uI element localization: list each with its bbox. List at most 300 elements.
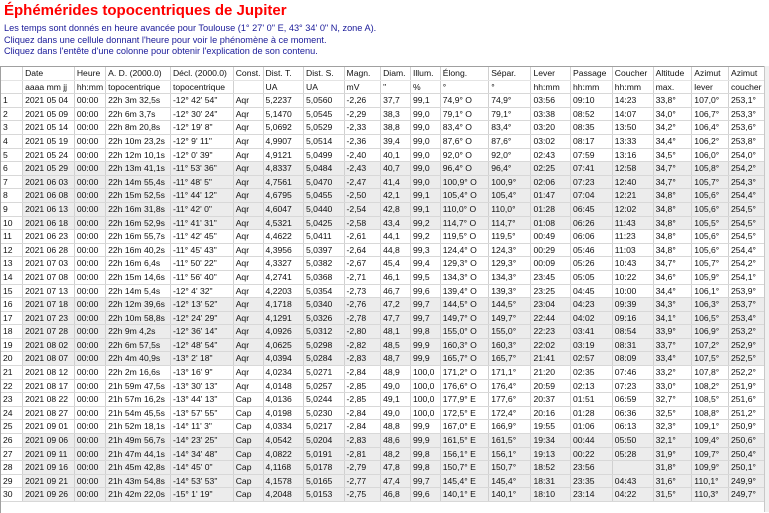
cell-illum: 99,6 (410, 488, 440, 502)
cell-separ: 110,0° (489, 202, 531, 216)
cell-const: Aqr (233, 325, 263, 339)
cell-heure[interactable]: 00:00 (74, 311, 105, 325)
column-header-dist-s[interactable]: Dist. S. (304, 67, 345, 80)
cell-lever[interactable]: 01:47 (531, 189, 571, 203)
cell-coucher[interactable]: 11:03 (612, 243, 653, 257)
cell-azimut-lever: 109,7° (692, 447, 729, 461)
cell-lever[interactable]: 21:41 (531, 352, 571, 366)
column-unit-passage[interactable]: hh:mm (571, 80, 613, 94)
cell-coucher[interactable] (612, 461, 653, 475)
cell-lever[interactable]: 20:59 (531, 379, 571, 393)
cell-heure[interactable]: 00:00 (74, 366, 105, 380)
column-unit-dist-t[interactable]: UA (263, 80, 303, 94)
table-row (1, 379, 766, 393)
row-index: 19 (1, 338, 23, 352)
cell-altitude: 33,4° (653, 352, 692, 366)
cell-illum: 99,9 (410, 352, 440, 366)
table-row (1, 311, 766, 325)
column-unit-heure[interactable]: hh:mm (74, 80, 105, 94)
cell-ad: 22h 14m 55,4s (106, 175, 171, 189)
cell-azimut-coucher: 253,6° (728, 121, 765, 135)
table-row (1, 420, 766, 434)
cell-const: Aqr (233, 148, 263, 162)
cell-date: 2021 09 11 (23, 447, 75, 461)
cell-passage[interactable]: 04:02 (571, 311, 613, 325)
row-index: 30 (1, 488, 23, 502)
cell-lever[interactable]: 03:20 (531, 121, 571, 135)
cell-lever[interactable]: 19:55 (531, 420, 571, 434)
column-unit-azimut-coucher[interactable]: coucher (728, 80, 765, 94)
cell-decl: -13° 16' 9" (170, 366, 233, 380)
column-unit-const[interactable] (233, 80, 263, 94)
table-row (1, 243, 766, 257)
cell-date: 2021 09 26 (23, 488, 75, 502)
cell-heure[interactable]: 00:00 (74, 352, 105, 366)
cell-azimut-coucher: 254,3° (728, 175, 765, 189)
cell-passage[interactable]: 05:05 (571, 270, 613, 284)
cell-heure[interactable]: 00:00 (74, 121, 105, 135)
cell-lever[interactable]: 18:10 (531, 488, 571, 502)
cell-dist-t: 4,2048 (263, 488, 303, 502)
column-header-dist-t[interactable]: Dist. T. (263, 67, 303, 80)
cell-magn: -2,77 (344, 474, 381, 488)
cell-coucher[interactable]: 10:22 (612, 270, 653, 284)
cell-const: Aqr (233, 257, 263, 271)
cell-lever[interactable]: 18:31 (531, 474, 571, 488)
cell-magn: -2,79 (344, 461, 381, 475)
column-header-magn[interactable]: Magn. (344, 67, 381, 80)
cell-decl: -11° 48' 5" (170, 175, 233, 189)
column-header-lever[interactable]: Lever (531, 67, 571, 80)
cell-azimut-coucher: 252,2° (728, 366, 765, 380)
cell-passage[interactable]: 05:26 (571, 257, 613, 271)
column-unit-dist-s[interactable]: UA (304, 80, 345, 94)
cell-azimut-lever: 110,3° (692, 488, 729, 502)
column-header-coucher[interactable]: Coucher (612, 67, 653, 80)
cell-azimut-coucher: 254,0° (728, 148, 765, 162)
column-unit-diam[interactable]: " (381, 80, 411, 94)
cell-lever[interactable]: 23:04 (531, 298, 571, 312)
cell-illum: 100,0 (410, 406, 440, 420)
cell-coucher[interactable]: 09:39 (612, 298, 653, 312)
cell-illum: 99,5 (410, 270, 440, 284)
cell-dist-t: 4,0542 (263, 434, 303, 448)
cell-lever[interactable]: 00:49 (531, 230, 571, 244)
cell-lever[interactable]: 19:13 (531, 447, 571, 461)
cell-altitude: 31,6° (653, 474, 692, 488)
column-header-ad[interactable]: A. D. (2000.0) (106, 67, 171, 80)
cell-dist-t: 4,3327 (263, 257, 303, 271)
cell-coucher[interactable]: 05:50 (612, 434, 653, 448)
cell-altitude: 32,5° (653, 406, 692, 420)
table-row (1, 325, 766, 339)
cell-lever[interactable]: 22:02 (531, 338, 571, 352)
cell-elong: 145,4° E (440, 474, 488, 488)
cell-elong: 87,6° O (440, 134, 488, 148)
cell-dist-t: 4,1718 (263, 298, 303, 312)
cell-coucher[interactable]: 08:09 (612, 352, 653, 366)
cell-decl: -14° 11' 3" (170, 420, 233, 434)
cell-illum: 99,1 (410, 189, 440, 203)
cell-lever[interactable]: 22:44 (531, 311, 571, 325)
cell-heure[interactable]: 00:00 (74, 325, 105, 339)
cell-lever[interactable]: 22:23 (531, 325, 571, 339)
column-header-index (1, 67, 23, 80)
cell-heure[interactable]: 00:00 (74, 461, 105, 475)
cell-lever[interactable]: 03:02 (531, 134, 571, 148)
cell-heure[interactable]: 00:00 (74, 338, 105, 352)
cell-passage[interactable]: 01:06 (571, 420, 613, 434)
cell-diam: 48,6 (381, 434, 411, 448)
cell-azimut-coucher: 254,4° (728, 243, 765, 257)
row-index: 22 (1, 379, 23, 393)
cell-separ: 172,4° (489, 406, 531, 420)
table-row (1, 189, 766, 203)
column-unit-illum[interactable]: % (410, 80, 440, 94)
cell-coucher[interactable]: 12:58 (612, 162, 653, 176)
cell-heure[interactable]: 00:00 (74, 393, 105, 407)
cell-altitude: 34,7° (653, 162, 692, 176)
cell-date: 2021 05 24 (23, 148, 75, 162)
cell-coucher[interactable]: 12:21 (612, 189, 653, 203)
cell-ad: 21h 49m 56,7s (106, 434, 171, 448)
cell-lever[interactable]: 00:09 (531, 257, 571, 271)
cell-passage[interactable]: 03:19 (571, 338, 613, 352)
table-row (1, 257, 766, 271)
cell-heure[interactable]: 00:00 (74, 270, 105, 284)
cell-lever[interactable]: 19:34 (531, 434, 571, 448)
column-header-altitude[interactable]: Altitude (653, 67, 692, 80)
cell-illum: 99,0 (410, 134, 440, 148)
column-unit-decl[interactable]: topocentrique (170, 80, 233, 94)
cell-decl: -12° 0' 39" (170, 148, 233, 162)
column-header-separ[interactable]: Sépar. (489, 67, 531, 80)
cell-coucher[interactable]: 11:43 (612, 216, 653, 230)
cell-passage[interactable]: 02:57 (571, 352, 613, 366)
cell-ad: 22h 14m 5,4s (106, 284, 171, 298)
column-unit-altitude[interactable]: max. (653, 80, 692, 94)
cell-lever[interactable]: 20:37 (531, 393, 571, 407)
cell-passage[interactable]: 07:59 (571, 148, 613, 162)
cell-coucher[interactable]: 13:50 (612, 121, 653, 135)
cell-coucher[interactable]: 10:00 (612, 284, 653, 298)
column-unit-coucher[interactable]: hh:mm (612, 80, 653, 94)
cell-lever[interactable]: 21:20 (531, 366, 571, 380)
column-header-passage[interactable]: Passage (571, 67, 613, 80)
cell-illum: 100,0 (410, 366, 440, 380)
cell-dist-s: 5,0191 (304, 447, 345, 461)
cell-decl: -13° 30' 13" (170, 379, 233, 393)
cell-ad: 22h 8m 20,8s (106, 121, 171, 135)
cell-coucher[interactable]: 04:43 (612, 474, 653, 488)
column-unit-lever[interactable]: hh:mm (531, 80, 571, 94)
cell-heure[interactable]: 00:00 (74, 94, 105, 108)
cell-elong: 119,5° O (440, 230, 488, 244)
cell-coucher[interactable]: 09:16 (612, 311, 653, 325)
cell-dist-t: 4,9907 (263, 134, 303, 148)
cell-diam: 38,8 (381, 121, 411, 135)
cell-diam: 37,7 (381, 94, 411, 108)
cell-heure[interactable]: 00:00 (74, 434, 105, 448)
cell-separ: 124,3° (489, 243, 531, 257)
cell-altitude: 33,8° (653, 94, 692, 108)
vertical-scrollbar[interactable] (764, 66, 769, 512)
cell-passage[interactable]: 04:23 (571, 298, 613, 312)
cell-passage[interactable]: 23:35 (571, 474, 613, 488)
row-index: 9 (1, 202, 23, 216)
cell-decl: -14° 23' 25" (170, 434, 233, 448)
cell-decl: -11° 50' 22" (170, 257, 233, 271)
cell-coucher[interactable]: 06:59 (612, 393, 653, 407)
cell-magn: -2,84 (344, 420, 381, 434)
table-row (1, 298, 766, 312)
cell-heure[interactable]: 00:00 (74, 420, 105, 434)
cell-passage[interactable]: 06:26 (571, 216, 613, 230)
cell-heure[interactable]: 00:00 (74, 243, 105, 257)
cell-date: 2021 09 01 (23, 420, 75, 434)
column-header-elong[interactable]: Élong. (440, 67, 488, 80)
cell-ad: 22h 16m 55,7s (106, 230, 171, 244)
cell-ad: 21h 43m 54,8s (106, 474, 171, 488)
cell-heure[interactable]: 00:00 (74, 284, 105, 298)
column-header-diam[interactable]: Diam. (381, 67, 411, 80)
cell-date: 2021 08 22 (23, 393, 75, 407)
cell-separ: 145,4° (489, 474, 531, 488)
cell-magn: -2,83 (344, 352, 381, 366)
cell-const: Aqr (233, 298, 263, 312)
cell-const: Aqr (233, 230, 263, 244)
cell-azimut-lever: 106,0° (692, 148, 729, 162)
row-index: 18 (1, 325, 23, 339)
cell-azimut-coucher: 251,2° (728, 406, 765, 420)
cell-azimut-coucher: 251,9° (728, 379, 765, 393)
cell-lever[interactable]: 02:43 (531, 148, 571, 162)
cell-heure[interactable]: 00:00 (74, 148, 105, 162)
table-row (1, 148, 766, 162)
cell-const: Cap (233, 447, 263, 461)
cell-heure[interactable]: 00:00 (74, 202, 105, 216)
cell-separ: 166,9° (489, 420, 531, 434)
cell-const: Aqr (233, 202, 263, 216)
cell-passage[interactable]: 02:13 (571, 379, 613, 393)
cell-dist-s: 5,0244 (304, 393, 345, 407)
row-index: 28 (1, 461, 23, 475)
column-unit-ad[interactable]: topocentrique (106, 80, 171, 94)
cell-coucher[interactable]: 04:22 (612, 488, 653, 502)
column-unit-magn[interactable]: mV (344, 80, 381, 94)
cell-coucher[interactable]: 13:33 (612, 134, 653, 148)
cell-dist-s: 5,0298 (304, 338, 345, 352)
cell-passage[interactable]: 03:41 (571, 325, 613, 339)
cell-dist-s: 5,0178 (304, 461, 345, 475)
cell-ad: 21h 59m 47,5s (106, 379, 171, 393)
row-index: 5 (1, 148, 23, 162)
cell-magn: -2,78 (344, 311, 381, 325)
cell-passage[interactable]: 08:17 (571, 134, 613, 148)
cell-azimut-lever: 105,5° (692, 216, 729, 230)
cell-diam: 42,1 (381, 189, 411, 203)
cell-coucher[interactable]: 07:23 (612, 379, 653, 393)
cell-lever[interactable]: 01:28 (531, 202, 571, 216)
cell-lever[interactable]: 01:08 (531, 216, 571, 230)
column-unit-azimut-lever[interactable]: lever (692, 80, 729, 94)
cell-date: 2021 07 18 (23, 298, 75, 312)
column-header-heure[interactable]: Heure (74, 67, 105, 80)
cell-dist-s: 5,0217 (304, 420, 345, 434)
cell-diam: 46,1 (381, 270, 411, 284)
cell-coucher[interactable]: 14:07 (612, 107, 653, 121)
cell-coucher[interactable]: 10:43 (612, 257, 653, 271)
cell-heure[interactable]: 00:00 (74, 189, 105, 203)
cell-const: Cap (233, 434, 263, 448)
cell-const: Cap (233, 474, 263, 488)
cell-lever[interactable]: 23:25 (531, 284, 571, 298)
cell-heure[interactable]: 00:00 (74, 216, 105, 230)
cell-coucher[interactable]: 05:28 (612, 447, 653, 461)
cell-date: 2021 05 19 (23, 134, 75, 148)
cell-azimut-coucher: 254,5° (728, 230, 765, 244)
cell-diam: 40,1 (381, 148, 411, 162)
cell-passage[interactable]: 05:46 (571, 243, 613, 257)
cell-altitude: 31,5° (653, 488, 692, 502)
cell-elong: 74,9° O (440, 94, 488, 108)
cell-magn: -2,67 (344, 257, 381, 271)
cell-heure[interactable]: 00:00 (74, 379, 105, 393)
cell-dist-s: 5,0470 (304, 175, 345, 189)
cell-azimut-coucher: 253,8° (728, 134, 765, 148)
cell-dist-s: 5,0326 (304, 311, 345, 325)
cell-magn: -2,50 (344, 189, 381, 203)
cell-heure[interactable]: 00:00 (74, 447, 105, 461)
cell-separ: 149,7° (489, 311, 531, 325)
cell-lever[interactable]: 00:29 (531, 243, 571, 257)
cell-date: 2021 06 18 (23, 216, 75, 230)
cell-heure[interactable]: 00:00 (74, 230, 105, 244)
column-header-azimut-coucher[interactable]: Azimut (728, 67, 765, 80)
cell-altitude: 33,0° (653, 379, 692, 393)
cell-diam: 47,8 (381, 461, 411, 475)
cell-altitude: 34,8° (653, 216, 692, 230)
cell-dist-t: 4,0198 (263, 406, 303, 420)
cell-decl: -11° 42' 45" (170, 230, 233, 244)
cell-lever[interactable]: 02:25 (531, 162, 571, 176)
cell-passage[interactable]: 08:52 (571, 107, 613, 121)
cell-const: Cap (233, 393, 263, 407)
cell-coucher[interactable]: 08:54 (612, 325, 653, 339)
cell-passage[interactable]: 04:45 (571, 284, 613, 298)
cell-lever[interactable]: 23:45 (531, 270, 571, 284)
column-unit-separ[interactable]: ° (489, 80, 531, 94)
column-unit-date[interactable]: aaaa mm jj (23, 80, 75, 94)
cell-passage[interactable]: 01:51 (571, 393, 613, 407)
cell-elong: 176,6° O (440, 379, 488, 393)
row-index: 23 (1, 393, 23, 407)
cell-decl: -13° 2' 18" (170, 352, 233, 366)
cell-passage[interactable]: 23:14 (571, 488, 613, 502)
cell-lever[interactable]: 18:52 (531, 461, 571, 475)
cell-heure[interactable]: 00:00 (74, 134, 105, 148)
cell-coucher[interactable]: 14:23 (612, 94, 653, 108)
cell-passage[interactable]: 07:41 (571, 162, 613, 176)
cell-heure[interactable]: 00:00 (74, 298, 105, 312)
cell-decl: -14° 53' 53" (170, 474, 233, 488)
cell-heure[interactable]: 00:00 (74, 107, 105, 121)
cell-magn: -2,83 (344, 434, 381, 448)
column-header-illum[interactable]: Illum. (410, 67, 440, 80)
cell-dist-t: 5,0692 (263, 121, 303, 135)
cell-passage[interactable]: 01:28 (571, 406, 613, 420)
cell-coucher[interactable]: 08:31 (612, 338, 653, 352)
cell-azimut-coucher: 253,7° (728, 298, 765, 312)
table-row (1, 230, 766, 244)
cell-passage[interactable]: 08:35 (571, 121, 613, 135)
cell-azimut-lever: 105,6° (692, 202, 729, 216)
cell-passage[interactable]: 06:45 (571, 202, 613, 216)
cell-const: Aqr (233, 311, 263, 325)
cell-azimut-lever: 110,1° (692, 474, 729, 488)
cell-coucher[interactable]: 12:02 (612, 202, 653, 216)
cell-passage[interactable]: 07:04 (571, 189, 613, 203)
cell-heure[interactable]: 00:00 (74, 162, 105, 176)
cell-elong: 114,7° O (440, 216, 488, 230)
cell-dist-s: 5,0271 (304, 366, 345, 380)
column-header-decl[interactable]: Décl. (2000.0) (170, 67, 233, 80)
cell-date: 2021 08 02 (23, 338, 75, 352)
cell-coucher[interactable]: 06:13 (612, 420, 653, 434)
cell-ad: 22h 9m 4,2s (106, 325, 171, 339)
cell-passage[interactable]: 09:10 (571, 94, 613, 108)
cell-diam: 47,2 (381, 298, 411, 312)
cell-decl: -11° 42' 0" (170, 202, 233, 216)
cell-diam: 48,9 (381, 366, 411, 380)
cell-passage[interactable]: 23:56 (571, 461, 613, 475)
cell-diam: 45,4 (381, 257, 411, 271)
cell-coucher[interactable]: 07:46 (612, 366, 653, 380)
cell-dist-t: 4,2741 (263, 270, 303, 284)
cell-lever[interactable]: 20:16 (531, 406, 571, 420)
cell-passage[interactable]: 02:35 (571, 366, 613, 380)
cell-passage[interactable]: 00:44 (571, 434, 613, 448)
cell-diam: 48,2 (381, 447, 411, 461)
column-header-const[interactable]: Const. (233, 67, 263, 80)
cell-passage[interactable]: 06:06 (571, 230, 613, 244)
cell-heure[interactable]: 00:00 (74, 257, 105, 271)
cell-passage[interactable]: 07:23 (571, 175, 613, 189)
cell-coucher[interactable]: 11:23 (612, 230, 653, 244)
cell-coucher[interactable]: 13:16 (612, 148, 653, 162)
cell-coucher[interactable]: 12:40 (612, 175, 653, 189)
column-header-date[interactable]: Date (23, 67, 75, 80)
column-unit-elong[interactable]: ° (440, 80, 488, 94)
cell-heure[interactable]: 00:00 (74, 474, 105, 488)
cell-azimut-lever: 107,2° (692, 338, 729, 352)
cell-heure[interactable]: 00:00 (74, 488, 105, 502)
row-index: 4 (1, 134, 23, 148)
cell-lever[interactable]: 02:06 (531, 175, 571, 189)
cell-decl: -12° 36' 14" (170, 325, 233, 339)
cell-illum: 99,9 (410, 434, 440, 448)
cell-heure[interactable]: 00:00 (74, 175, 105, 189)
cell-azimut-lever: 106,5° (692, 311, 729, 325)
cell-elong: 110,0° O (440, 202, 488, 216)
column-header-azimut-lever[interactable]: Azimut (692, 67, 729, 80)
cell-separ: 96,4° (489, 162, 531, 176)
cell-lever[interactable]: 03:56 (531, 94, 571, 108)
cell-passage[interactable]: 00:22 (571, 447, 613, 461)
cell-coucher[interactable]: 06:36 (612, 406, 653, 420)
cell-lever[interactable]: 03:38 (531, 107, 571, 121)
cell-heure[interactable]: 00:00 (74, 406, 105, 420)
